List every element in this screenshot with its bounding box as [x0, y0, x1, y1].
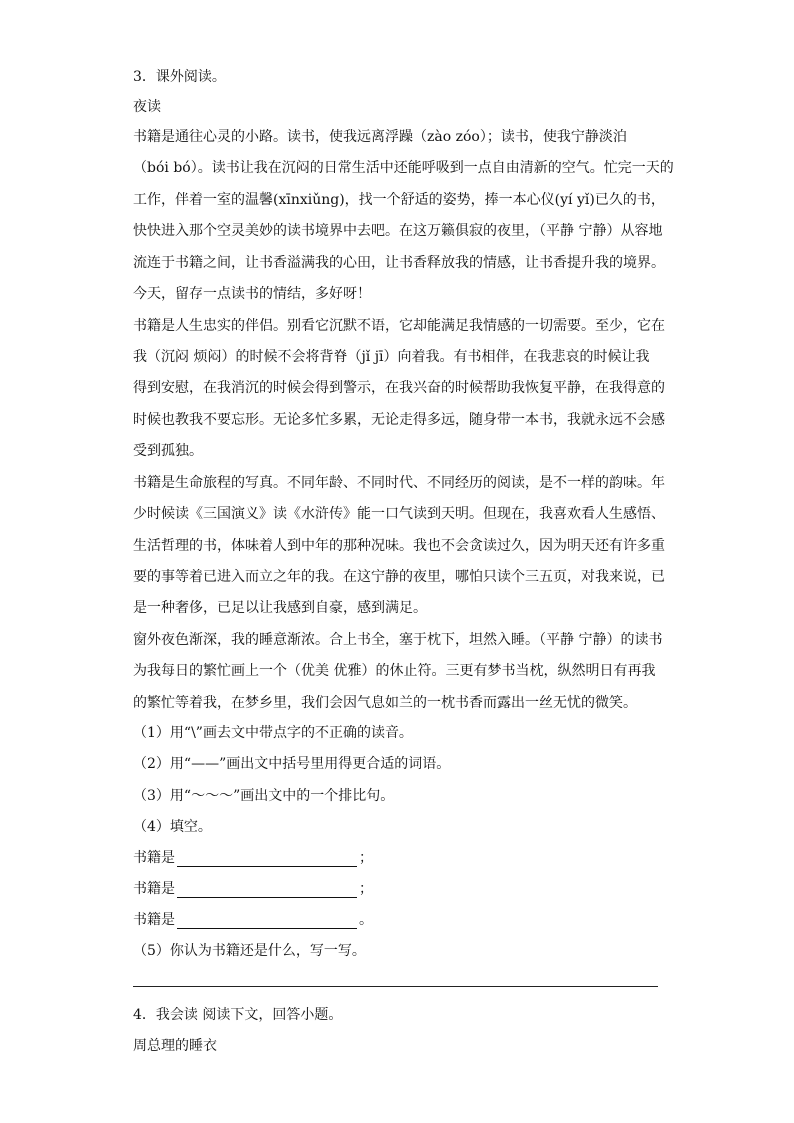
paragraph-3-line-4: 要的事等着已进入而立之年的我。在这宁静的夜里，哪怕只读个三五页，对我来说，已 — [133, 569, 665, 585]
paragraph-1-line-2: （bói bó）。读书让我在沉闷的日常生活中还能呼吸到一点自由清新的空气。忙完一天的 — [133, 160, 674, 176]
paragraph-1-line-6: 今天，留存一点读书的情结，多好呀！ — [133, 286, 371, 302]
sub-question-4: （4）填空。 — [133, 819, 212, 835]
fill-blank-row-3 — [133, 907, 373, 933]
fill-blank-row-1 — [133, 845, 373, 871]
answer-blank-2[interactable] — [177, 881, 357, 898]
sub-question-5: （5）你认为书籍还是什么，写一写。 — [133, 943, 366, 959]
fill-blank-row-2 — [133, 876, 373, 902]
question-4-title: 周总理的睡衣 — [133, 1038, 217, 1054]
answer-blank-3[interactable] — [177, 912, 357, 929]
paragraph-3-line-2: 少时候读《三国演义》读《水浒传》能一口气读到天明。但现在，我喜欢看人生感悟、 — [133, 506, 665, 522]
paragraph-3-line-3: 生活哲理的书，体味着人到中年的那种况味。我也不会贪读过久，因为明天还有许多重 — [133, 538, 665, 554]
passage-title: 夜读 — [133, 99, 161, 115]
sub-question-1: （1）用“\”画去文中带点字的不正确的读音。 — [133, 725, 413, 741]
fill-blank-end: ； — [359, 881, 373, 897]
sub-question-2: （2）用“——”画出文中括号里用得更合适的词语。 — [133, 756, 451, 772]
question-3-header: 3．课外阅读。 — [133, 69, 226, 85]
answer-line[interactable] — [133, 986, 658, 987]
fill-blank-prefix: 书籍是 — [133, 850, 175, 866]
paragraph-3-line-5: 是一种奢侈，已足以让我感到自豪，感到满足。 — [133, 600, 427, 616]
fill-blank-prefix: 书籍是 — [133, 912, 175, 928]
paragraph-1-line-1: 书籍是通往心灵的小路。读书，使我远离浮躁（zào zóo）；读书，使我宁静淡泊 — [133, 129, 627, 145]
sub-question-3: （3）用“～～～”画出文中的一个排比句。 — [133, 788, 395, 804]
fill-blank-end: ； — [359, 850, 373, 866]
paragraph-2-line-2: 我（沉闷 烦闷）的时候不会将背脊（jǐ jī）向着我。有书相伴，在我悲哀的时候让我 — [133, 349, 650, 365]
question-4-header: 4．我会读 阅读下文，回答小题。 — [133, 1007, 343, 1023]
paragraph-4-line-1: 窗外夜色渐深，我的睡意渐浓。合上书全，塞于枕下，坦然入睡。（平静 宁静）的读书 — [133, 632, 663, 648]
paragraph-3-line-1: 书籍是生命旅程的写真。不同年龄、不同时代、不同经历的阅读，是不一样的韵味。年 — [133, 475, 665, 491]
fill-blank-end: 。 — [359, 912, 373, 928]
fill-blank-prefix: 书籍是 — [133, 881, 175, 897]
paragraph-1-line-5: 流连于书籍之间，让书香溢满我的心田，让书香释放我的情感，让书香提升我的境界。 — [133, 255, 665, 271]
paragraph-1-line-4: 快快进入那个空灵美妙的读书境界中去吧。在这万籁俱寂的夜里，（平静 宁静）从容地 — [133, 223, 663, 239]
paragraph-2-line-3: 得到安慰，在我消沉的时候会得到警示，在我兴奋的时候帮助我恢复平静，在我得意的 — [133, 380, 665, 396]
paragraph-4-line-2: 为我每日的繁忙画上一个（优美 优雅）的休止符。三更有梦书当枕，纵然明日有再我 — [133, 663, 656, 679]
answer-blank-1[interactable] — [177, 850, 357, 867]
paragraph-2-line-1: 书籍是人生忠实的伴侣。别看它沉默不语，它却能满足我情感的一切需要。至少，它在 — [133, 318, 665, 334]
paragraph-2-line-4: 时候也教我不要忘形。无论多忙多累，无论走得多远，随身带一本书，我就永远不会感 — [133, 412, 665, 428]
paragraph-4-line-3: 的繁忙等着我，在梦乡里，我们会因气息如兰的一枕书香而露出一丝无忧的微笑。 — [133, 695, 637, 711]
paragraph-1-line-3: 工作，伴着一室的温馨(xīnxiǔng)，找一个舒适的姿势，捧一本心仪(yí yǐ)已久的书， — [133, 192, 665, 208]
paragraph-2-line-5: 受到孤独。 — [133, 443, 203, 459]
